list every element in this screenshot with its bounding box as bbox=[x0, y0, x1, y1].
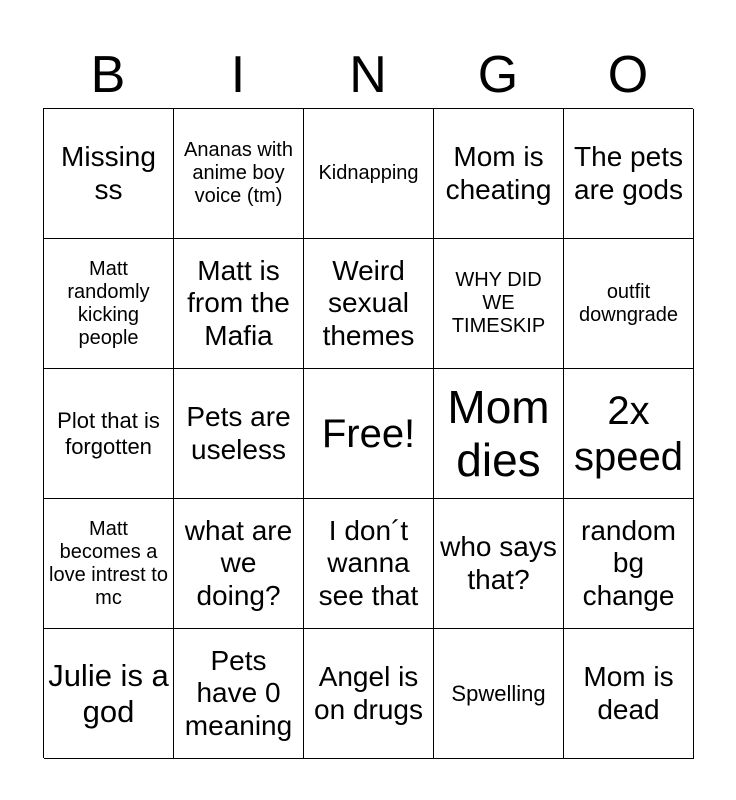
bingo-cell[interactable]: Ananas with anime boy voice (tm) bbox=[174, 109, 304, 239]
header-letter-o: O bbox=[607, 46, 649, 104]
bingo-cell[interactable]: Spwelling bbox=[434, 629, 564, 759]
bingo-cell[interactable]: Pets have 0 meaning bbox=[174, 629, 304, 759]
header-letter-g: G bbox=[477, 46, 519, 104]
bingo-cell[interactable]: Julie is a god bbox=[44, 629, 174, 759]
bingo-cell[interactable]: 2x speed bbox=[564, 369, 694, 499]
bingo-cell[interactable]: Mom dies bbox=[434, 369, 564, 499]
bingo-cell[interactable]: I don´t wanna see that bbox=[304, 499, 434, 629]
bingo-cell[interactable]: Missing ss bbox=[44, 109, 174, 239]
bingo-header bbox=[43, 40, 693, 110]
header-letter-i: I bbox=[230, 46, 246, 104]
bingo-cell[interactable]: Mom is dead bbox=[564, 629, 694, 759]
bingo-cell[interactable]: Plot that is forgotten bbox=[44, 369, 174, 499]
header-letter-n: N bbox=[349, 46, 387, 104]
bingo-cell[interactable]: Pets are useless bbox=[174, 369, 304, 499]
bingo-cell[interactable]: Angel is on drugs bbox=[304, 629, 434, 759]
bingo-cell[interactable]: WHY DID WE TIMESKIP bbox=[434, 239, 564, 369]
bingo-cell[interactable]: The pets are gods bbox=[564, 109, 694, 239]
bingo-cell[interactable]: Matt becomes a love intrest to mc bbox=[44, 499, 174, 629]
bingo-board bbox=[43, 108, 693, 758]
bingo-cell[interactable]: Mom is cheating bbox=[434, 109, 564, 239]
bingo-cell[interactable]: who says that? bbox=[434, 499, 564, 629]
bingo-cell[interactable]: Matt is from the Mafia bbox=[174, 239, 304, 369]
free-space-cell[interactable]: Free! bbox=[304, 369, 434, 499]
bingo-cell[interactable]: random bg change bbox=[564, 499, 694, 629]
bingo-cell[interactable]: Kidnapping bbox=[304, 109, 434, 239]
bingo-cell[interactable]: Matt randomly kicking people bbox=[44, 239, 174, 369]
header-letter-b: B bbox=[90, 46, 126, 104]
bingo-cell[interactable]: what are we doing? bbox=[174, 499, 304, 629]
bingo-cell[interactable]: outfit downgrade bbox=[564, 239, 694, 369]
bingo-cell[interactable]: Weird sexual themes bbox=[304, 239, 434, 369]
